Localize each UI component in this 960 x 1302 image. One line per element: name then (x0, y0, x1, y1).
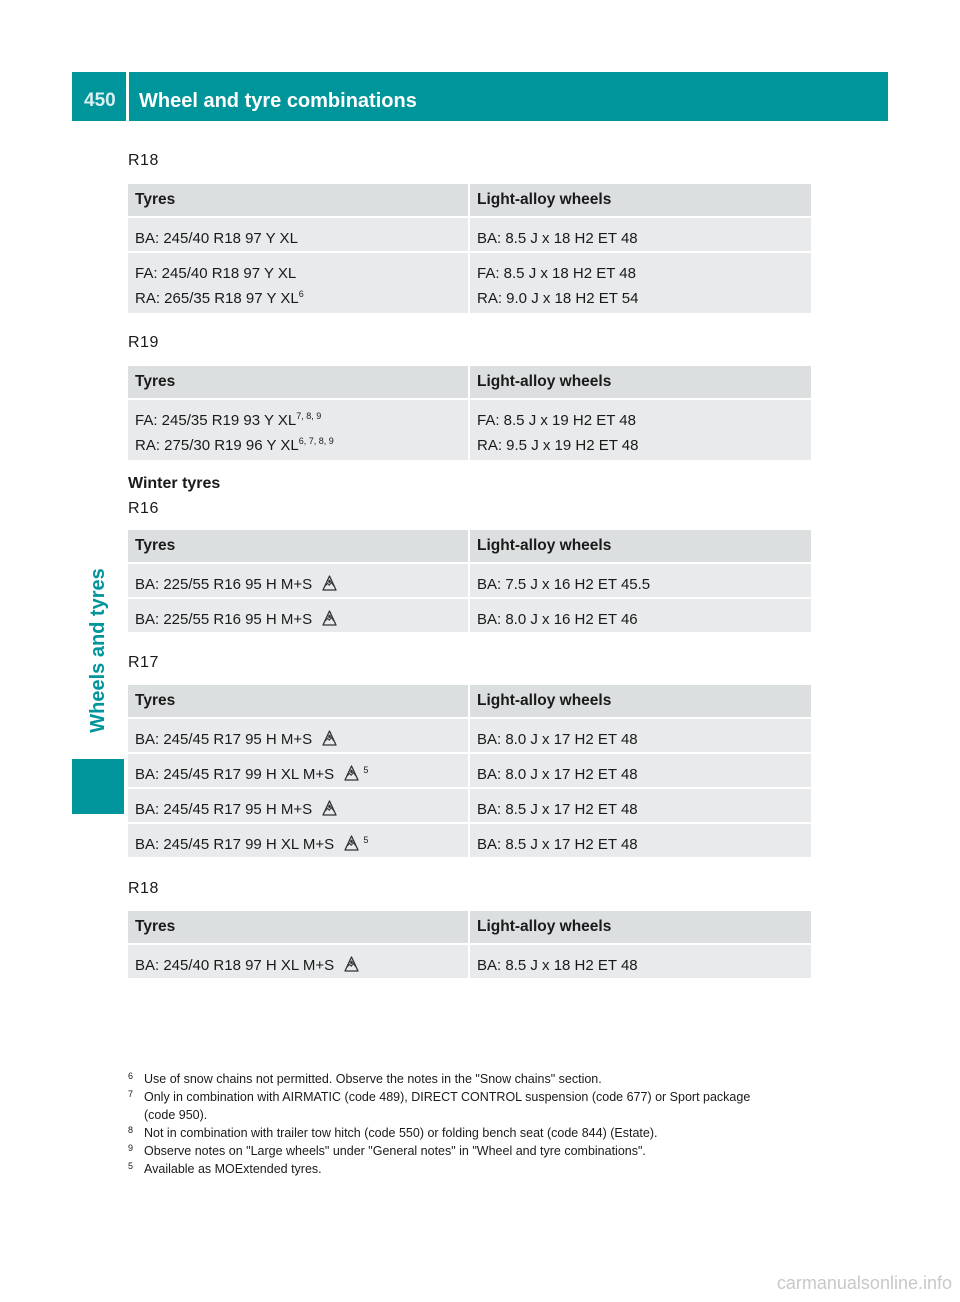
tyre-spec: BA: 245/45 R17 95 H M+S (135, 731, 313, 748)
snowflake-mountain-icon (322, 730, 337, 746)
footnote (128, 1142, 818, 1160)
wheel-cell (469, 252, 811, 314)
wheel-cell (469, 753, 811, 788)
snowflake-mountain-icon (322, 610, 337, 626)
side-tab-marker (72, 759, 124, 814)
watermark: carmanualsonline.info (776, 1273, 952, 1293)
table-row (128, 823, 811, 858)
wheel-cell (469, 944, 811, 979)
wheel-cell (469, 563, 811, 598)
footnote-mark: 5 (128, 1161, 134, 1171)
footnote-text: (code 950). (144, 1108, 208, 1122)
column-header-wheels: Light-alloy wheels (469, 184, 811, 217)
table-row (128, 217, 811, 252)
column-header-wheels: Light-alloy wheels (469, 685, 811, 718)
footnote-ref: 5 (363, 765, 369, 775)
section-heading-r17: R17 (128, 654, 159, 671)
wheel-spec: BA: 8.5 J x 17 H2 ET 48 (477, 801, 638, 818)
tyre-spec: FA: 245/40 R18 97 Y XL (135, 265, 297, 282)
tyre-cell (128, 217, 469, 252)
section-heading-r18-winter: R18 (128, 880, 159, 897)
footnote-mark: 6 (128, 1071, 134, 1081)
tyre-table-r18-winter (128, 911, 811, 980)
tyre-cell (128, 598, 469, 633)
wheel-cell (469, 598, 811, 633)
wheel-spec: BA: 8.5 J x 18 H2 ET 48 (477, 230, 638, 247)
column-header-tyres: Tyres (128, 685, 469, 718)
table-row (128, 399, 811, 461)
column-header-tyres: Tyres (128, 366, 469, 399)
table-row (128, 718, 811, 753)
wheel-spec: BA: 8.0 J x 17 H2 ET 48 (477, 766, 638, 783)
column-header-wheels: Light-alloy wheels (469, 366, 811, 399)
side-tab (72, 540, 124, 760)
footnote-text: Available as MOExtended tyres. (144, 1162, 322, 1176)
footnote-mark: 8 (128, 1125, 134, 1135)
tyre-spec: RA: 275/30 R19 96 Y XL (135, 437, 299, 454)
section-heading-r19: R19 (128, 334, 159, 351)
tyre-spec-with-footnote (135, 286, 468, 311)
tyre-cell (128, 399, 469, 461)
winter-tyres-heading: Winter tyres (128, 475, 221, 492)
footnote (128, 1160, 818, 1178)
column-header-tyres: Tyres (128, 911, 469, 944)
table-row (128, 944, 811, 979)
footnote (128, 1070, 818, 1088)
tyre-spec: BA: 225/55 R16 95 H M+S (135, 611, 313, 628)
tyre-cell (128, 753, 469, 788)
wheel-cell (469, 718, 811, 753)
footnotes (128, 1070, 818, 1178)
snowflake-mountain-icon (344, 835, 359, 851)
column-header-tyres: Tyres (128, 184, 469, 217)
wheel-spec: RA: 9.0 J x 18 H2 ET 54 (477, 290, 639, 307)
column-header-tyres: Tyres (128, 530, 469, 563)
tyre-cell (128, 823, 469, 858)
tyre-spec-with-footnote (135, 408, 468, 433)
footnote-ref: 6 (298, 289, 304, 299)
tyre-spec: BA: 245/40 R18 97 Y XL (135, 230, 298, 247)
wheel-spec: RA: 9.5 J x 19 H2 ET 48 (477, 437, 639, 454)
wheel-cell (469, 217, 811, 252)
table-row (128, 598, 811, 633)
snowflake-mountain-icon (344, 956, 359, 972)
wheel-cell (469, 823, 811, 858)
footnote-text: Not in combination with trailer tow hitch (code 550) or folding bench seat (code 844) (Estate). (144, 1126, 658, 1140)
footnote-ref: 7, 8, 9 (296, 411, 322, 421)
footnote-ref: 5 (363, 835, 369, 845)
tyre-cell (128, 252, 469, 314)
tyre-spec-with-footnote (135, 433, 468, 458)
tyre-spec: BA: 245/45 R17 95 H M+S (135, 801, 313, 818)
wheel-cell (469, 788, 811, 823)
wheel-spec: BA: 8.0 J x 17 H2 ET 48 (477, 731, 638, 748)
footnote-ref: 6, 7, 8, 9 (298, 436, 334, 446)
tyre-cell (128, 944, 469, 979)
wheel-spec: FA: 8.5 J x 18 H2 ET 48 (477, 265, 636, 282)
snowflake-mountain-icon (344, 765, 359, 781)
column-header-wheels: Light-alloy wheels (469, 530, 811, 563)
footnote-text: Only in combination with AIRMATIC (code 489), DIRECT CONTROL suspension (code 677) or Sport package (144, 1090, 751, 1104)
tyre-spec: BA: 225/55 R16 95 H M+S (135, 576, 313, 593)
side-tab-label: Wheels and tyres (86, 567, 109, 733)
table-row (128, 563, 811, 598)
snowflake-mountain-icon (322, 575, 337, 591)
tyre-spec: BA: 245/45 R17 99 H XL M+S (135, 766, 335, 783)
footnote-text: Observe notes on "Large wheels" under "General notes" in "Wheel and tyre combinations". (144, 1144, 646, 1158)
wheel-cell (469, 399, 811, 461)
tyre-cell (128, 563, 469, 598)
table-row (128, 753, 811, 788)
tyre-cell (128, 718, 469, 753)
footnote-text: Use of snow chains not permitted. Observe the notes in the "Snow chains" section. (144, 1072, 602, 1086)
section-heading-r18: R18 (128, 152, 159, 169)
snowflake-mountain-icon (322, 800, 337, 816)
tyre-table-r19 (128, 366, 811, 462)
footnote (128, 1124, 818, 1142)
wheel-spec: BA: 8.0 J x 16 H2 ET 46 (477, 611, 638, 628)
page-title: Wheel and tyre combinations (139, 90, 417, 112)
table-row (128, 788, 811, 823)
wheel-spec: BA: 8.5 J x 18 H2 ET 48 (477, 957, 638, 974)
footnote (128, 1088, 818, 1124)
footnote-mark: 9 (128, 1143, 134, 1153)
tyre-spec: BA: 245/40 R18 97 H XL M+S (135, 957, 335, 974)
wheel-spec: BA: 8.5 J x 17 H2 ET 48 (477, 836, 638, 853)
wheel-spec: BA: 7.5 J x 16 H2 ET 45.5 (477, 576, 651, 593)
page-header (72, 72, 888, 121)
page-number: 450 (84, 90, 116, 111)
section-heading-r16: R16 (128, 500, 159, 517)
footnote-mark: 7 (128, 1089, 134, 1099)
tyre-spec: RA: 265/35 R18 97 Y XL (135, 290, 299, 307)
tyre-spec: BA: 245/45 R17 99 H XL M+S (135, 836, 335, 853)
tyre-table-r16 (128, 530, 811, 634)
column-header-wheels: Light-alloy wheels (469, 911, 811, 944)
tyre-spec: FA: 245/35 R19 93 Y XL (135, 412, 297, 429)
table-row (128, 252, 811, 314)
tyre-table-r18 (128, 184, 811, 315)
wheel-spec: FA: 8.5 J x 19 H2 ET 48 (477, 412, 636, 429)
tyre-cell (128, 788, 469, 823)
header-divider (126, 72, 129, 121)
tyre-table-r17 (128, 685, 811, 859)
